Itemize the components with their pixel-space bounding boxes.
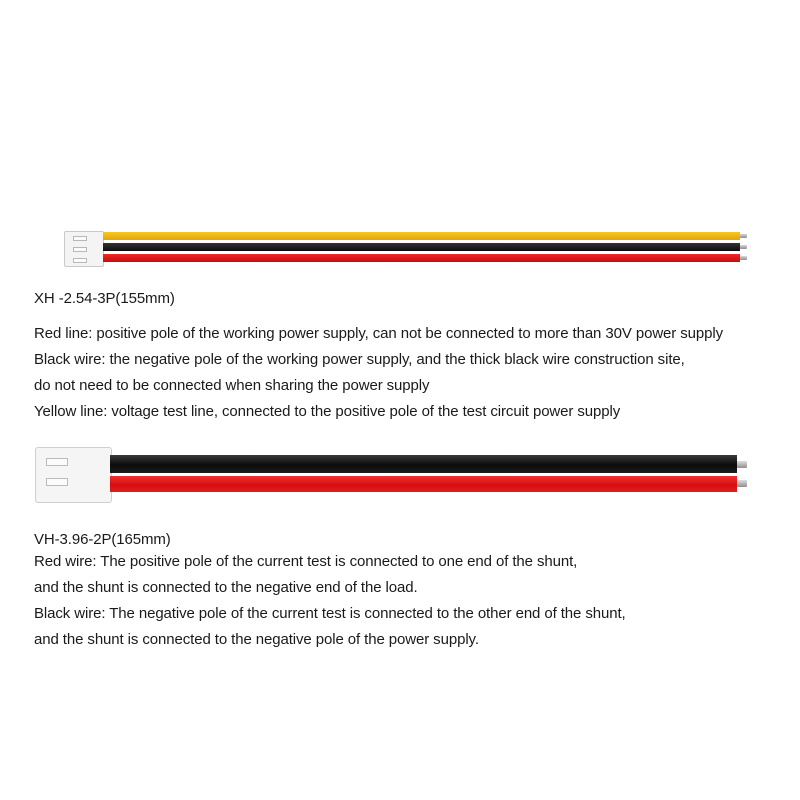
connector-pin <box>46 458 68 466</box>
xh-black-wire-description: Black wire: the negative pole of the working power supply, and the thick black wire construction site, <box>34 351 685 368</box>
xh-connector <box>64 231 104 267</box>
xh-yellow-line-description: Yellow line: voltage test line, connected to the positive pole of the test circuit power supply <box>34 403 621 420</box>
red-thick-wire <box>110 476 737 492</box>
connector-pin <box>73 247 87 252</box>
xh-cable-illustration <box>0 0 800 300</box>
xh-red-line-description: Red line: positive pole of the working power supply, can not be connected to more than 30V power supply <box>34 325 724 342</box>
connector-pin <box>73 258 87 263</box>
vh-cable-illustration <box>0 440 800 510</box>
stripped-wire-end <box>737 480 747 487</box>
connector-pin <box>46 478 68 486</box>
xh-black-wire-description-cont: do not need to be connected when sharing the power supply <box>34 377 430 394</box>
connector-pin <box>73 236 87 241</box>
stripped-wire-end <box>740 234 747 238</box>
xh-cable-title: XH -2.54-3P(155mm) <box>34 290 175 307</box>
stripped-wire-end <box>740 245 747 249</box>
vh-black-wire-description-cont: and the shunt is connected to the negative pole of the power supply. <box>34 631 479 648</box>
red-wire <box>103 254 740 262</box>
yellow-wire <box>103 232 740 240</box>
vh-connector <box>35 447 112 503</box>
black-wire <box>103 243 740 251</box>
vh-black-wire-description: Black wire: The negative pole of the current test is connected to the other end of the shunt, <box>34 605 626 622</box>
stripped-wire-end <box>740 256 747 260</box>
vh-cable-title: VH-3.96-2P(165mm) <box>34 531 171 548</box>
vh-red-wire-description: Red wire: The positive pole of the current test is connected to one end of the shunt, <box>34 553 578 570</box>
vh-red-wire-description-cont: and the shunt is connected to the negative end of the load. <box>34 579 418 596</box>
black-thick-wire <box>110 455 737 473</box>
stripped-wire-end <box>737 461 747 468</box>
